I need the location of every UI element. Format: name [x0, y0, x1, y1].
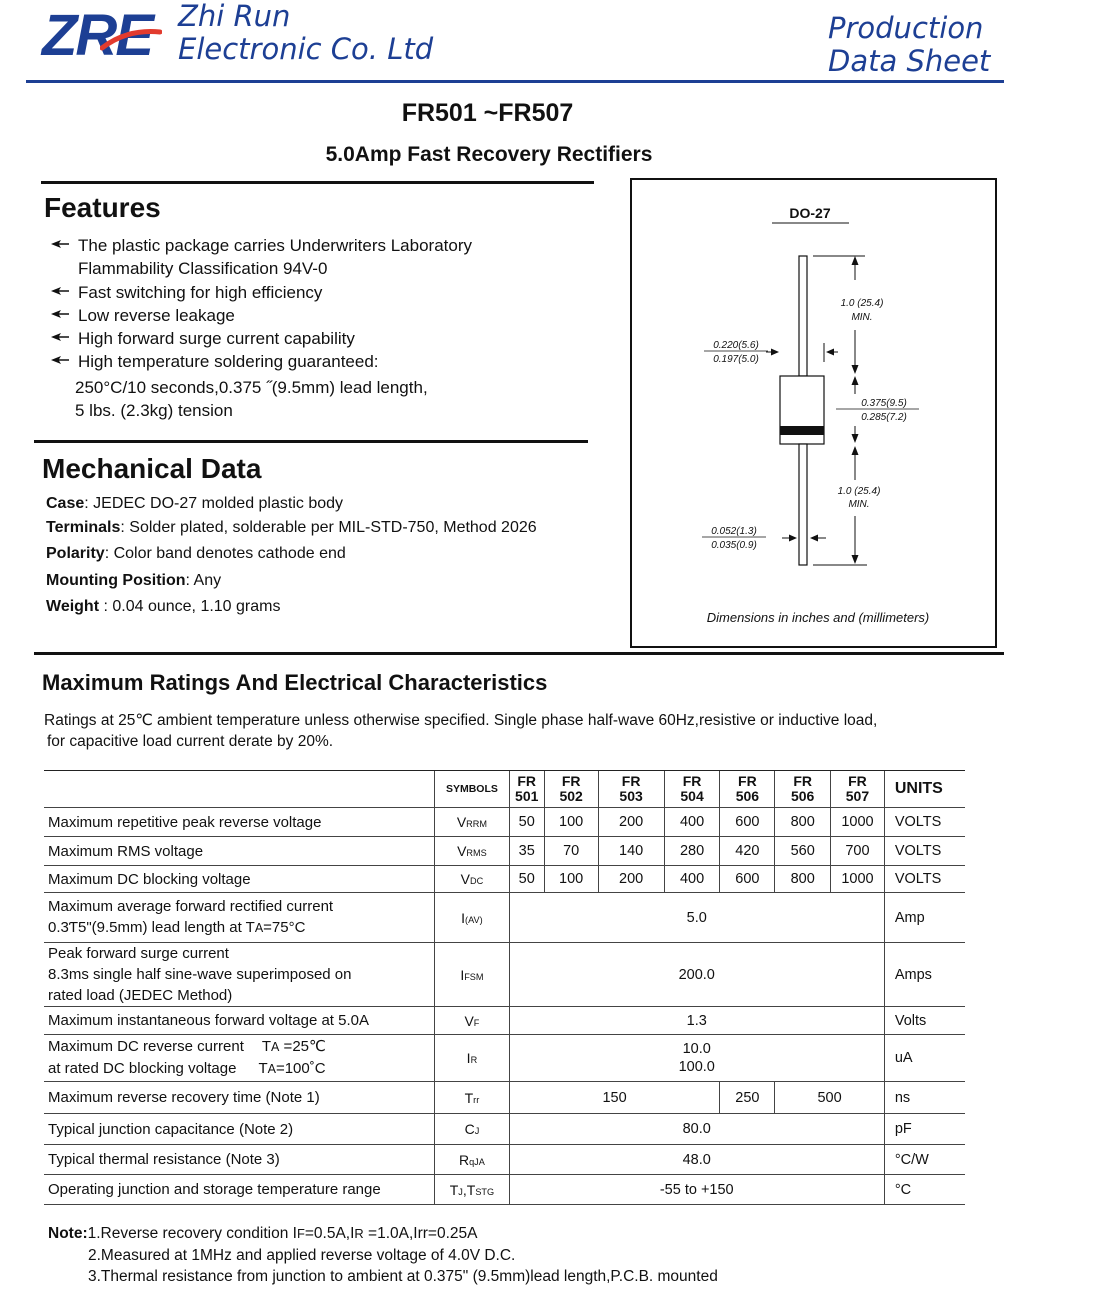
desc-text: =75°C [263, 919, 306, 936]
row-symbol [435, 1082, 509, 1114]
header-part-prefix: FR [848, 773, 867, 789]
note-text: =1.0A,Irr=0.25A [363, 1225, 478, 1242]
dim-label: 0.035(0.9) [711, 540, 757, 551]
row-unit: °C [884, 1175, 965, 1205]
row-description-line: 8.3ms single half sine-wave superimposed on [48, 966, 352, 983]
ratings-note-line2: for capacitive load current derate by 20%. [47, 733, 334, 750]
feature-continuation: 250°C/10 seconds,0.375 ˝(9.5mm) lead length, [75, 377, 428, 397]
symbol-sub: RMS [466, 848, 487, 858]
dim-label: 1.0 (25.4) [840, 298, 884, 309]
header-part [598, 771, 664, 808]
feature-continuation: Flammability Classification 94V-0 [78, 259, 328, 279]
row-description-line [48, 917, 430, 939]
cell-value [509, 1035, 884, 1082]
desc-subscript: A [267, 1062, 276, 1076]
symbol-sub: FSM [464, 971, 484, 982]
feature-item [50, 234, 472, 257]
note-text: =0.5A,I [304, 1225, 355, 1242]
arrow-down-icon [852, 555, 859, 564]
cathode-band [780, 426, 824, 435]
arrow-left-icon [810, 535, 818, 542]
document-type-line1: Production [828, 11, 984, 45]
arrow-bullet-icon [50, 307, 70, 321]
row-description [44, 943, 435, 1007]
table-row [44, 1175, 965, 1205]
symbol-sub: J [458, 1186, 463, 1197]
cell-value: 48.0 [509, 1145, 884, 1175]
header-part [831, 771, 885, 808]
arrow-right-icon [771, 349, 779, 356]
cell-value: 800 [775, 866, 831, 893]
package-name: DO-27 [789, 205, 831, 221]
feature-item [50, 350, 472, 373]
table-row [44, 1082, 965, 1114]
symbol-main: I [461, 909, 466, 926]
desc-text: T [261, 1038, 272, 1055]
symbol-sub: rr [473, 1094, 480, 1105]
desc-text: =100˚C [275, 1060, 326, 1077]
notes-section [48, 1223, 718, 1288]
cell-value: 250 [720, 1082, 775, 1114]
row-description: Typical junction capacitance (Note 2) [44, 1114, 435, 1145]
symbol-main: V [460, 871, 470, 887]
header-part [509, 771, 544, 808]
dim-label: 1.0 (25.4) [837, 486, 881, 497]
symbol-sub: (AV) [465, 914, 483, 925]
arrow-bullet-icon [50, 237, 70, 251]
desc-text: 0.3Ƭ5"(9.5mm) lead length at T [48, 919, 255, 936]
ratings-heading: Maximum Ratings And Electrical Characteristics [42, 670, 548, 695]
dim-label: 0.285(7.2) [861, 412, 907, 423]
header-part-number: 503 [619, 788, 643, 804]
cell-value: 5.0 [509, 893, 884, 943]
row-description: Maximum reverse recovery time (Note 1) [44, 1082, 435, 1114]
cell-value: 400 [664, 808, 720, 837]
header-part-number: 501 [515, 788, 539, 804]
row-description-line: Peak forward surge current [48, 945, 229, 962]
symbol-main: C [464, 1121, 475, 1137]
row-description [44, 1035, 435, 1082]
dim-label: MIN. [851, 312, 873, 323]
header-part-number: 502 [559, 788, 583, 804]
feature-text: High temperature soldering guaranteed: [78, 352, 379, 372]
package-caption: Dimensions in inches and (millimeters) [706, 610, 930, 625]
row-unit: VOLTS [884, 837, 965, 866]
company-name [178, 0, 433, 66]
arrow-up-icon [852, 446, 859, 455]
arrow-bullet-icon [50, 353, 70, 367]
header-part-number: 506 [790, 788, 815, 804]
table-header-row [44, 771, 965, 808]
symbol-main: T [466, 1181, 476, 1198]
table-row [44, 837, 965, 866]
table-row [44, 943, 965, 1007]
header-part-number: 506 [735, 788, 760, 804]
header-part-prefix: FR [517, 773, 537, 789]
symbol-sub: DC [469, 876, 484, 886]
document-type-line2: Data Sheet [828, 44, 991, 78]
symbol-main: R [458, 1151, 470, 1168]
header-part-prefix: FR [738, 773, 757, 789]
header-symbols: SYMBOLS [435, 771, 509, 808]
desc-text: =25℃ [279, 1038, 326, 1055]
cell-value: 1000 [831, 808, 885, 837]
mechanical-data [46, 491, 537, 621]
mech-label: Case [46, 495, 85, 512]
mech-terminals [46, 515, 537, 542]
features-list [50, 234, 472, 422]
mech-value: : JEDEC DO-27 molded plastic body [84, 495, 344, 512]
cell-value: 80.0 [509, 1114, 884, 1145]
dim-label: 0.375(9.5) [861, 398, 907, 409]
cell-value: 70 [544, 837, 598, 866]
feature-item [50, 304, 472, 327]
symbol-sub: qJA [469, 1156, 485, 1167]
cell-value: 600 [720, 866, 775, 893]
cell-value-line: 100.0 [678, 1059, 715, 1075]
cell-value: 150 [509, 1082, 720, 1114]
cell-value: 100 [544, 866, 598, 893]
feature-text: High forward surge current capability [78, 329, 355, 349]
mechanical-top-rule [34, 440, 588, 443]
cell-value-line: 10.0 [682, 1041, 711, 1057]
row-description: Typical thermal resistance (Note 3) [44, 1145, 435, 1175]
arrow-right-icon [789, 535, 797, 542]
row-symbol [435, 1114, 509, 1145]
row-description: Maximum RMS voltage [44, 837, 435, 866]
symbol-sub: STG [475, 1186, 495, 1197]
table-row [44, 1114, 965, 1145]
mech-label: Mounting Position [46, 571, 186, 589]
arrow-up-icon [852, 376, 859, 385]
symbol-main: T [449, 1181, 459, 1198]
company-logo: ZRE [42, 3, 152, 68]
dim-label: 0.220(5.6) [713, 340, 759, 351]
feature-text: The plastic package carries Underwriters Laboratory [78, 236, 473, 255]
arrow-down-icon [852, 434, 859, 443]
page-title: FR501 ~FR507 [401, 99, 574, 127]
row-description: Operating junction and storage temperature range [44, 1175, 435, 1205]
symbol-separator: , [462, 1181, 467, 1198]
table-row [44, 808, 965, 837]
header-part-number: 507 [845, 788, 870, 804]
dim-label: 0.197(5.0) [713, 354, 759, 365]
header-part-prefix: FR [561, 773, 581, 789]
row-description [44, 893, 435, 943]
symbol-sub: J [474, 1126, 480, 1136]
document-type [828, 12, 990, 78]
ratings-note-line1: Ratings at 25℃ ambient temperature unless otherwise specified. Single phase half-wave 60Hz,resistive or inductive load, [44, 712, 878, 729]
desc-text: T [258, 1060, 268, 1077]
top-lead [799, 256, 807, 376]
symbol-sub: RRM [466, 819, 488, 829]
cell-value: 35 [509, 837, 544, 866]
header-part [664, 771, 720, 808]
mech-label: Polarity [46, 545, 105, 562]
row-symbol [435, 1145, 509, 1175]
table-header-blank [44, 771, 435, 808]
table-row [44, 1035, 965, 1082]
table-row [44, 893, 965, 943]
symbol-main: I [460, 966, 465, 983]
mechanical-heading: Mechanical Data [42, 453, 262, 484]
row-description-line: Maximum average forward rectified current [48, 898, 334, 915]
dim-label: MIN. [848, 499, 870, 510]
cell-value: 140 [598, 837, 664, 866]
cell-value: 600 [720, 808, 775, 837]
symbol-main: V [457, 843, 467, 859]
row-symbol [435, 943, 509, 1007]
row-description: Maximum instantaneous forward voltage at 5.0A [44, 1007, 435, 1035]
feature-text: Low reverse leakage [78, 305, 235, 325]
header-part-prefix: FR [793, 773, 812, 789]
mech-value: : Color band denotes cathode end [104, 545, 346, 562]
symbol-sub: F [473, 1017, 480, 1028]
arrow-up-icon [852, 256, 859, 265]
symbol-main: V [456, 814, 467, 830]
note-subscript: F [296, 1226, 305, 1241]
mech-mounting [46, 568, 537, 595]
row-description: Maximum DC blocking voltage [44, 866, 435, 893]
feature-item [50, 281, 472, 304]
row-unit: Amp [884, 893, 965, 943]
table-row [44, 1007, 965, 1035]
row-description-line [48, 1058, 430, 1080]
cell-value: 200.0 [509, 943, 884, 1007]
page-subtitle: 5.0Amp Fast Recovery Rectifiers [325, 143, 653, 166]
arrow-down-icon [852, 365, 859, 374]
ratings-conditions [44, 710, 877, 752]
cell-value: 100 [544, 808, 598, 837]
note-1 [48, 1223, 718, 1245]
header-part-prefix: FR [621, 773, 641, 789]
note-3: 3.Thermal resistance from junction to ambient at 0.375" (9.5mm)lead length,P.C.B. mounted [88, 1268, 718, 1285]
notes-label: Note: [48, 1225, 88, 1242]
row-description-line [48, 1036, 430, 1058]
row-unit: °C/W [884, 1145, 965, 1175]
logo-swoosh-icon [100, 28, 162, 52]
package-drawing [632, 180, 995, 646]
cell-value: 200 [598, 866, 664, 893]
row-unit: Amps [884, 943, 965, 1007]
row-unit: uA [884, 1035, 965, 1082]
cell-value: 1000 [831, 866, 885, 893]
header-part-number: 504 [680, 788, 704, 804]
cell-value: 560 [775, 837, 831, 866]
header-divider [26, 80, 1004, 83]
header-part [720, 771, 775, 808]
feature-continuation: 5 lbs. (2.3kg) tension [75, 401, 233, 421]
package-outline-box [630, 178, 997, 648]
mech-label: Weight [46, 598, 100, 615]
cell-value: 400 [664, 866, 720, 893]
note-text: 1.Reverse recovery condition I [87, 1225, 297, 1242]
row-unit: Volts [884, 1007, 965, 1035]
mech-weight [46, 594, 537, 621]
row-symbol [435, 808, 509, 837]
symbol-sub: R [470, 1055, 478, 1065]
header-part [775, 771, 831, 808]
feature-item [50, 327, 472, 350]
note-2: 2.Measured at 1MHz and applied reverse voltage of 4.0V D.C. [88, 1246, 516, 1264]
row-symbol [435, 893, 509, 943]
header-part-prefix: FR [682, 773, 702, 789]
desc-text: at rated DC blocking voltage [48, 1060, 237, 1077]
row-unit: pF [884, 1114, 965, 1145]
symbol-main: I [466, 1050, 471, 1066]
bottom-lead [799, 444, 807, 565]
row-unit: VOLTS [884, 866, 965, 893]
cell-value: -55 to +150 [509, 1175, 884, 1205]
table-row [44, 1145, 965, 1175]
dim-label: 0.052(1.3) [711, 526, 757, 537]
features-heading: Features [44, 192, 161, 223]
arrow-bullet-icon [50, 330, 70, 344]
feature-text: Fast switching for high efficiency [78, 282, 323, 302]
desc-text: Maximum DC reverse current [48, 1038, 244, 1055]
row-symbol [435, 866, 509, 893]
cell-value: 200 [598, 808, 664, 837]
cell-value: 50 [509, 808, 544, 837]
symbol-main: T [464, 1089, 474, 1106]
cell-value: 280 [664, 837, 720, 866]
desc-subscript: A [254, 921, 264, 935]
arrow-bullet-icon [50, 284, 70, 298]
mech-value: : Solder plated, solderable per MIL-STD-750, Method 2026 [120, 518, 537, 536]
cell-value: 700 [831, 837, 885, 866]
row-symbol [435, 837, 509, 866]
features-top-rule [41, 181, 594, 184]
mech-value: : 0.04 ounce, 1.10 grams [99, 598, 281, 615]
row-unit: ns [884, 1082, 965, 1114]
mech-label: Terminals [46, 518, 121, 536]
company-name-line1: Zhi Run [178, 0, 291, 33]
header-units: UNITS [884, 771, 965, 808]
row-description: Maximum repetitive peak reverse voltage [44, 808, 435, 837]
desc-subscript: A [271, 1040, 280, 1054]
ratings-top-rule [34, 652, 1004, 655]
ratings-table [44, 770, 965, 1205]
note-subscript: R [354, 1226, 364, 1241]
row-symbol [435, 1035, 509, 1082]
cell-value: 420 [720, 837, 775, 866]
cell-value: 800 [775, 808, 831, 837]
row-unit: VOLTS [884, 808, 965, 837]
cell-value: 50 [509, 866, 544, 893]
cell-value: 500 [775, 1082, 885, 1114]
mech-value: : Any [185, 571, 222, 589]
symbol-main: V [464, 1012, 474, 1029]
header-part [544, 771, 598, 808]
arrow-left-icon [826, 349, 834, 356]
company-name-line2: Electronic Co. Ltd [178, 32, 434, 66]
mech-polarity [46, 541, 537, 568]
table-row [44, 866, 965, 893]
row-description-line: rated load (JEDEC Method) [48, 987, 233, 1004]
row-symbol [435, 1007, 509, 1035]
row-symbol [435, 1175, 509, 1205]
cell-value: 1.3 [509, 1007, 884, 1035]
